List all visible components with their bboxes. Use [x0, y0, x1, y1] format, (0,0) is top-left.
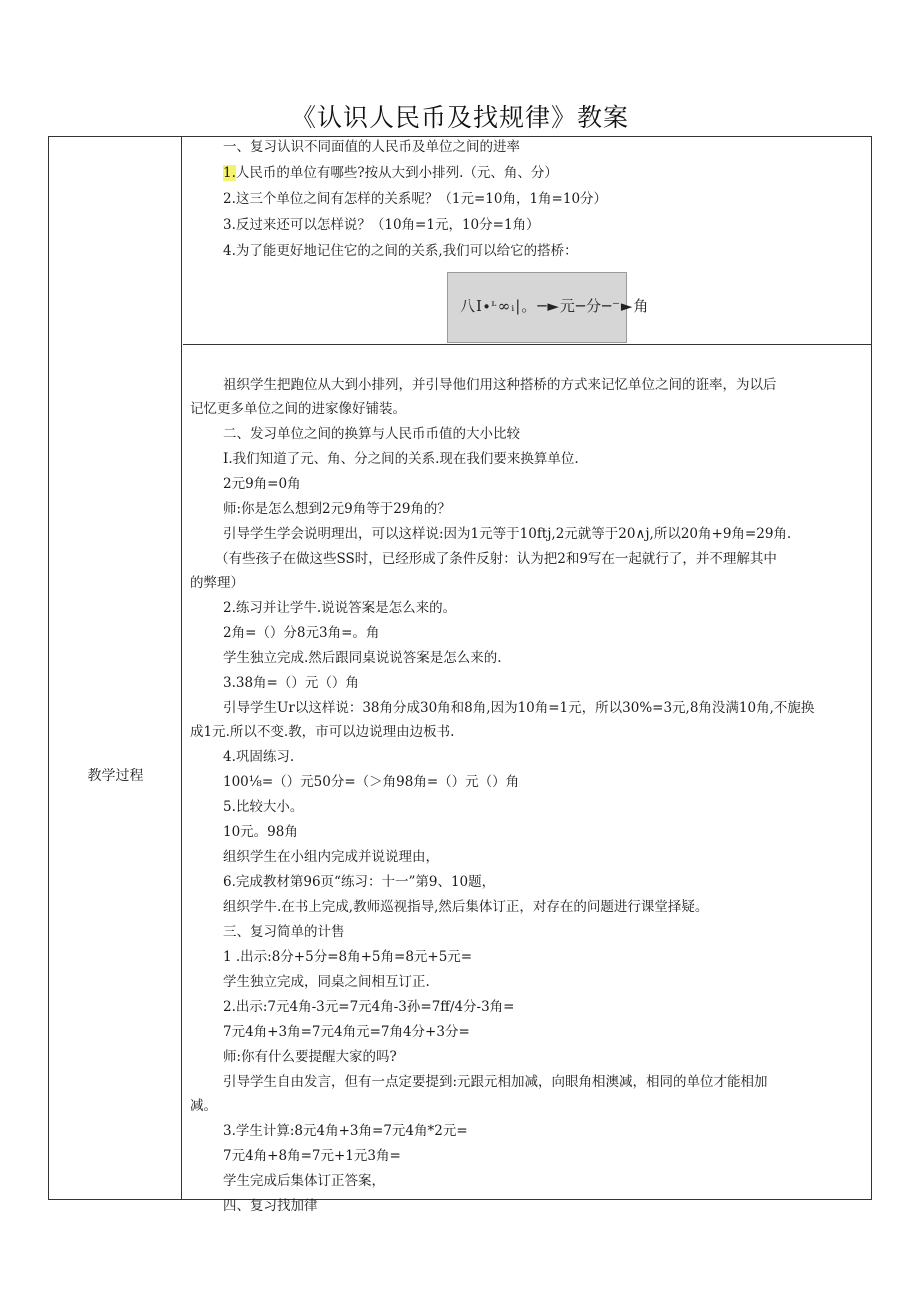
- section1-item-1: [223, 163, 558, 183]
- text-line: 组织学牛.在书上完成,教师巡视指导,然后集体订正，对存在的问题进行课堂择疑。: [223, 899, 709, 915]
- section1-item-4: 4.为了能更好地记住它的之间的关系,我们可以给它的搭桥：: [223, 243, 578, 259]
- section-heading: 二、发习单位之间的换算与人民币币值的大小比较: [223, 426, 520, 442]
- text-line: 7元4角+8角=7元+1元3角=: [223, 1148, 401, 1164]
- text-line: 引导学生学会说明理出，可以这样说:因为1元等于10ftj,2元就等于20∧j,所以20角+9角=29角.: [223, 526, 792, 542]
- text-line: 师:你有什么要提醒大家的吗?: [223, 1049, 397, 1065]
- text-line: 4.巩固练习.: [223, 749, 295, 765]
- text-line: 记忆更多单位之间的进家像好铺装。: [190, 401, 406, 417]
- lesson-table: [48, 136, 872, 1214]
- item-1-text: 人民币的单位有哪些?按从大到小排列.（元、角、分）: [235, 165, 558, 181]
- bridge-diagram-text: 八I∙ᶫ∞ᵢ|。─►元─分─⁻►角: [460, 297, 650, 315]
- text-line: 2.练习并让学牛.说说答案是怎么来的。: [223, 600, 457, 616]
- teaching-process-label: 教学过程: [87, 768, 144, 784]
- section1-item-3: 3.反过来还可以怎样说？（10角=1元，10分=1角）: [223, 217, 540, 233]
- item-1-number: 1.: [223, 165, 236, 181]
- section1-heading: 一、复习认识不同面值的人民币及单位之间的进率: [223, 139, 520, 155]
- text-line: 3.38角=（）元（）角: [223, 675, 359, 691]
- text-line: 学生独立完成.然后跟同桌说说答案是怎么来的.: [223, 650, 502, 666]
- text-line: 6.完成教材第96页“练习：十一”第9、10题，: [223, 874, 496, 890]
- text-line: 100⅛=（）元50分=（＞角98角=（）元（）角: [223, 774, 520, 790]
- section-heading: 四、复习找加律: [223, 1198, 318, 1214]
- text-line: 7元4角+3角=7元4角元=7角4分+3分=: [223, 1024, 470, 1040]
- text-line: 2角=（）分8元3角=。角: [223, 625, 380, 641]
- text-line: 减。: [190, 1098, 217, 1114]
- label-cell: [49, 137, 182, 1199]
- text-line: 师:你是怎么想到2元9角等于29角的？: [223, 501, 451, 517]
- text-line: 2.出示:7元4角-3元=7元4角-3孙=7ff∕4分-3角=: [223, 999, 515, 1015]
- text-line: 的弊理）: [190, 575, 244, 591]
- text-line: 祖织学生把跑位从大到小排列，并引导他们用这种搭桥的方式来记忆单位之间的诳率，为以后: [223, 377, 777, 393]
- bridge-diagram-image: [447, 272, 650, 343]
- text-line: 2元9角=0角: [223, 476, 301, 492]
- text-line: 引导学生Ur以这样说：38角分成30角和8角,因为10角=1元，所以30%=3元,8角没满10角,不旎换: [223, 700, 815, 716]
- lesson-steps-cell: [183, 345, 871, 1214]
- section-heading: 三、复习简单的计售: [223, 924, 345, 940]
- text-line: I.我们知道了元、角、分之间的关系.现在我们要来换算单位.: [223, 451, 579, 467]
- text-line: 组织学生在小组内完成并说说理由，: [223, 849, 439, 865]
- section1-item-2: 2.这三个单位之间有怎样的关系呢？（1元=10角，1角=10分）: [223, 191, 608, 207]
- text-line: 3.学生计算:8元4角+3角=7元4角*2元=: [223, 1123, 468, 1139]
- review-section-cell: [183, 137, 871, 345]
- text-line: 引导学生自由发言，但有一点定要提到:元跟元相加减，向眼角相澳减，相同的单位才能相加: [223, 1074, 768, 1090]
- text-line: 成1元.所以不变.教，市可以边说理由边板书.: [190, 724, 455, 740]
- text-line: 5.比较大小。: [223, 799, 304, 815]
- text-line: 学生独立完成，同桌之间相互订正.: [223, 974, 430, 990]
- text-line: 10元。98角: [223, 824, 298, 840]
- page-title: 《认识人民币及找规律》教案: [290, 103, 629, 132]
- text-line: 学生完成后集体订正答案，: [223, 1173, 385, 1189]
- text-line: 1 .出示:8分+5分=8角+5角=8元+5元=: [223, 949, 473, 965]
- text-line: （有些孩子在做这些SS时，已经形成了条件反射：认为把2和9写在一起就行了，并不理解其中: [215, 551, 777, 567]
